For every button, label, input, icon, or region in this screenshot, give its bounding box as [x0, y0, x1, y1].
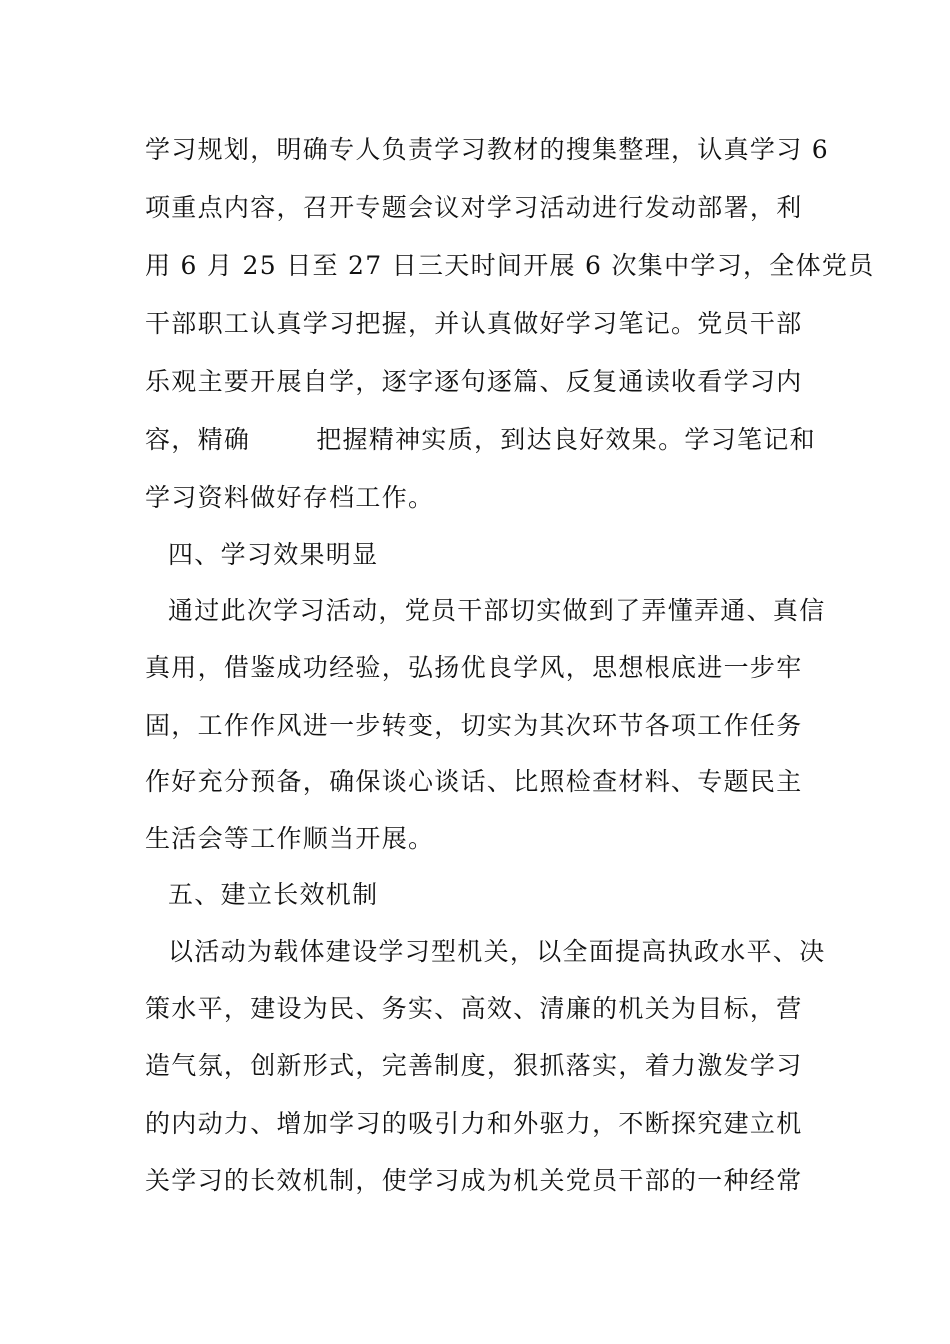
para2-line-1: 通过此次学习活动，党员干部切实做到了弄懂弄通、真信	[168, 596, 826, 625]
para1-line-1: 学习规划，明确专人负责学习教材的搜集整理，认真学习 6	[145, 135, 829, 164]
para3-line-3: 造气氛，创新形式，完善制度，狠抓落实，着力激发学习	[145, 1051, 803, 1080]
para1-line-4: 干部职工认真学习把握，并认真做好学习笔记。党员干部	[145, 309, 803, 338]
section-heading-5: 五、建立长效机制	[168, 880, 379, 909]
para3-line-1: 以活动为载体建设学习型机关，以全面提高执政水平、决	[168, 937, 826, 966]
para3-line-5: 关学习的长效机制，使学习成为机关党员干部的一种经常	[145, 1166, 803, 1195]
para1-line-6-part-a: 容，精确	[145, 425, 251, 454]
para3-line-4: 的内动力、增加学习的吸引力和外驱力，不断探究建立机	[145, 1109, 803, 1138]
para1-line-7: 学习资料做好存档工作。	[145, 483, 435, 512]
para2-line-4: 作好充分预备，确保谈心谈话、比照检查材料、专题民主	[145, 767, 803, 796]
para1-line-3: 用 6 月 25 日至 27 日三天时间开展 6 次集中学习，全体党员	[145, 251, 875, 280]
para2-line-5: 生活会等工作顺当开展。	[145, 824, 435, 853]
para2-line-2: 真用，借鉴成功经验，弘扬优良学风，思想根底进一步牢	[145, 653, 803, 682]
para1-line-6-part-b: 把握精神实质，到达良好效果。学习笔记和	[316, 425, 816, 454]
para1-line-6	[145, 424, 815, 456]
section-heading-4: 四、学习效果明显	[168, 540, 379, 569]
para3-line-2: 策水平，建设为民、务实、高效、清廉的机关为目标，营	[145, 994, 803, 1023]
para1-line-2: 项重点内容，召开专题会议对学习活动进行发动部署，利	[145, 193, 803, 222]
para1-line-5: 乐观主要开展自学，逐字逐句逐篇、反复通读收看学习内	[145, 367, 803, 396]
para2-line-3: 固，工作作风进一步转变，切实为其次环节各项工作任务	[145, 711, 803, 740]
